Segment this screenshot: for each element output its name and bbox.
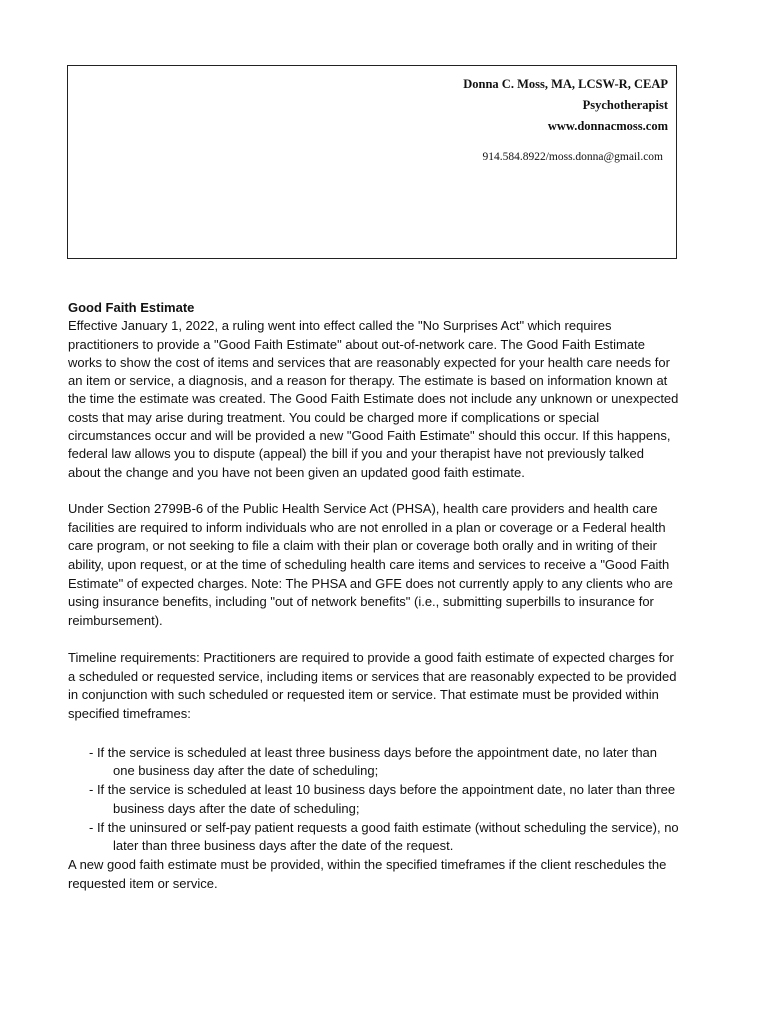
- paragraph-timeline: Timeline requirements: Practitioners are required to provide a good faith estimate of expected charges for a scheduled or requested service, including items or services that are reasonably expected to be provided in conjunction with such scheduled or requested item or service. That estimate must be provided within specified timeframes:: [68, 649, 677, 721]
- paragraph-phsa: Under Section 2799B-6 of the Public Health Service Act (PHSA), health care providers and health care facilities are required to inform individuals who are not enrolled in a plan or coverage or a Federal health care program, or not seeking to file a claim with their plan or coverage both orally and in writing of their ability, upon request, or at the time of scheduling health care items and services to receive a "Good Faith Estimate" of expected charges. Note: The PHSA and GFE does not currently apply to any clients who are using insurance benefits, including "out of network benefits" (i.e., submitting superbills to insurance for reimbursement).: [68, 500, 673, 629]
- paragraph-no-surprises-act: Effective January 1, 2022, a ruling went into effect called the "No Surprises Act" which requires practitioners to provide a "Good Faith Estimate" about out-of-network care. The Good Faith Estimate works to show the cost of items and services that are reasonably expected for your health care needs for an item or service, a diagnosis, and a reason for therapy. The estimate is based on information known at the time the estimate was created. The Good Faith Estimate does not include any unknown or unexpected costs that may arise during treatment. You could be charged more if complications or special circumstances occur and will be provided a new "Good Faith Estimate" should this occur. If this happens, federal law allows you to dispute (appeal) the bill if you and your therapist have not previously talked about the change and you have not been given an updated good faith estimate.: [68, 318, 679, 480]
- paragraph-closing: A new good faith estimate must be provided, within the specified timeframes if the client reschedules the requested item or service.: [68, 856, 667, 891]
- document-body: [68, 299, 680, 893]
- list-item: - If the service is scheduled at least three business days before the appointment date, no later than one business day after the date of scheduling;: [89, 744, 658, 779]
- letterhead-box: [67, 65, 677, 259]
- practitioner-profession: Psychotherapist: [582, 98, 668, 112]
- timeframe-list: [68, 744, 680, 856]
- practitioner-website: www.donnacmoss.com: [547, 119, 668, 133]
- list-item: - If the uninsured or self-pay patient requests a good faith estimate (without scheduling the service), no later than three business days after the date of the request.: [89, 819, 679, 854]
- document-title: Good Faith Estimate: [68, 300, 195, 315]
- practitioner-name: Donna C. Moss, MA, LCSW-R, CEAP: [463, 77, 668, 91]
- letterhead-text: [463, 74, 668, 137]
- practitioner-contact: 914.584.8922/moss.donna@gmail.com: [482, 151, 663, 163]
- list-item: - If the service is scheduled at least 10 business days before the appointment date, no later than three business days after the date of scheduling;: [89, 782, 676, 816]
